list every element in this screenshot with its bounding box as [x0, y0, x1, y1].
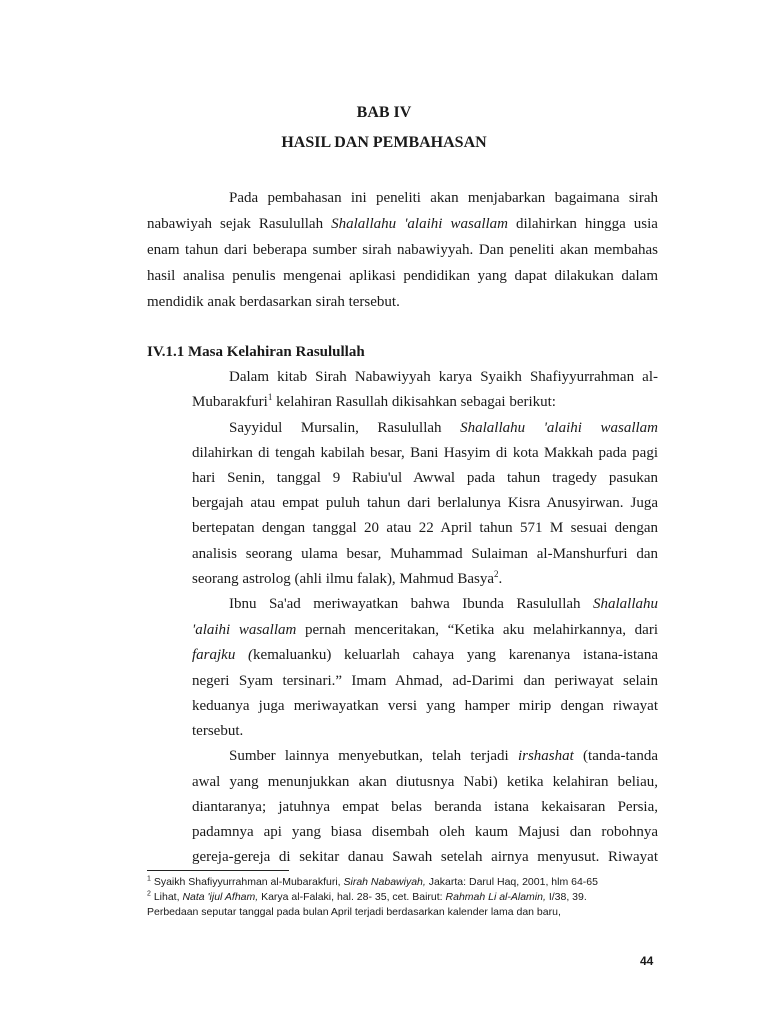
para2-line-2: 'alaihi wasallam pernah menceritakan, “Ketika aku melahirkannya, dari	[192, 622, 658, 638]
para3-line-3: diantaranya; jatuhnya empat belas beranda istana kekaisaran Persia,	[192, 799, 658, 815]
footnote-1: $^1$ Syaikh Shafiyyurrahman al-Mubarakfuri, Sirah Nabawiyah, Jakarta: Darul Haq, 2001, hlm 64-65	[147, 875, 598, 888]
para2-line-4: negeri Syam tersinari.” Imam Ahmad, ad-Darimi dan periwayat selain	[192, 673, 658, 689]
quote-line-1: Sayyidul Mursalin, Rasulullah Shalallahu 'alaihi wasallam	[229, 420, 658, 436]
footnote-2: $^2$ Lihat, Nata 'ijul Afham, Karya al-Falaki, hal. 28- 35, cet. Bairut: Rahmah Li al-Alamin, I/38, 39.	[147, 890, 587, 903]
intro-line-3: enam tahun dari beberapa sumber sirah nabawiyyah. Dan peneliti akan membahas	[147, 242, 658, 258]
intro-line-1: Pada pembahasan ini peneliti akan menjabarkan bagaimana sirah	[229, 190, 658, 206]
quote-line-7: seorang astrolog (ahli ilmu falak), Mahmud Basya$^2$.	[192, 569, 503, 587]
para3-line-5: gereja-gereja di sekitar danau Sawah setelah airnya menyusut. Riwayat	[192, 849, 658, 865]
quote-line-4: bergajah atau empat puluh tahun dari berlalunya Kisra Anusyirwan. Juga	[192, 495, 658, 511]
para2-line-6: tersebut.	[192, 723, 244, 739]
para2-line-1: Ibnu Sa'ad meriwayatkan bahwa Ibunda Rasulullah Shalallahu	[229, 596, 658, 612]
intro-line-2: nabawiyah sejak Rasulullah Shalallahu 'alaihi wasallam dilahirkan hingga usia	[147, 216, 658, 232]
chapter-number: BAB IV	[356, 104, 412, 121]
intro-line-5: mendidik anak berdasarkan sirah tersebut.	[147, 294, 400, 310]
quote-line-2: dilahirkan di tengah kabilah besar, Bani Hasyim di kota Makkah pada pagi	[192, 445, 658, 461]
section-line-1: Dalam kitab Sirah Nabawiyyah karya Syaikh Shafiyyurrahman al-	[229, 369, 658, 385]
para3-line-2: awal yang menunjukkan akan diutusnya Nabi) ketika kelahiran beliau,	[192, 774, 658, 790]
intro-line-4: hasil analisa penulis mengenai aplikasi pendidikan yang dapat dilakukan dalam	[147, 268, 658, 284]
quote-line-6: analisis seorang ulama besar, Muhammad Sulaiman al-Manshurfuri dan	[192, 546, 658, 562]
quote-line-3: hari Senin, tanggal 9 Rabiu'ul Awwal pada tahun tragedy pasukan	[192, 470, 658, 486]
footnote-2-continued: Perbedaan seputar tanggal pada bulan April terjadi berdasarkan kalender lama dan baru,	[147, 906, 561, 918]
para3-line-1: Sumber lainnya menyebutkan, telah terjadi irshashat (tanda-tanda	[229, 748, 658, 764]
page-number: 44	[640, 954, 654, 968]
para2-line-5: keduanya juga meriwayatkan versi yang hamper mirip dengan riwayat	[192, 698, 658, 714]
section-heading: IV.1.1 Masa Kelahiran Rasulullah	[147, 344, 365, 360]
quote-line-5: bertepatan dengan tanggal 20 atau 22 April tahun 571 M sesuai dengan	[192, 520, 658, 536]
para3-line-4: padamnya api yang biasa disembah oleh kaum Majusi dan robohnya	[192, 824, 658, 840]
chapter-title: HASIL DAN PEMBAHASAN	[281, 134, 487, 151]
footnote-divider	[147, 870, 289, 871]
para2-line-3: farajku (kemaluanku) keluarlah cahaya yang karenanya istana-istana	[192, 647, 658, 663]
section-line-2: Mubarakfuri$^1$ kelahiran Rasullah dikisahkan sebagai berikut:	[192, 392, 556, 410]
